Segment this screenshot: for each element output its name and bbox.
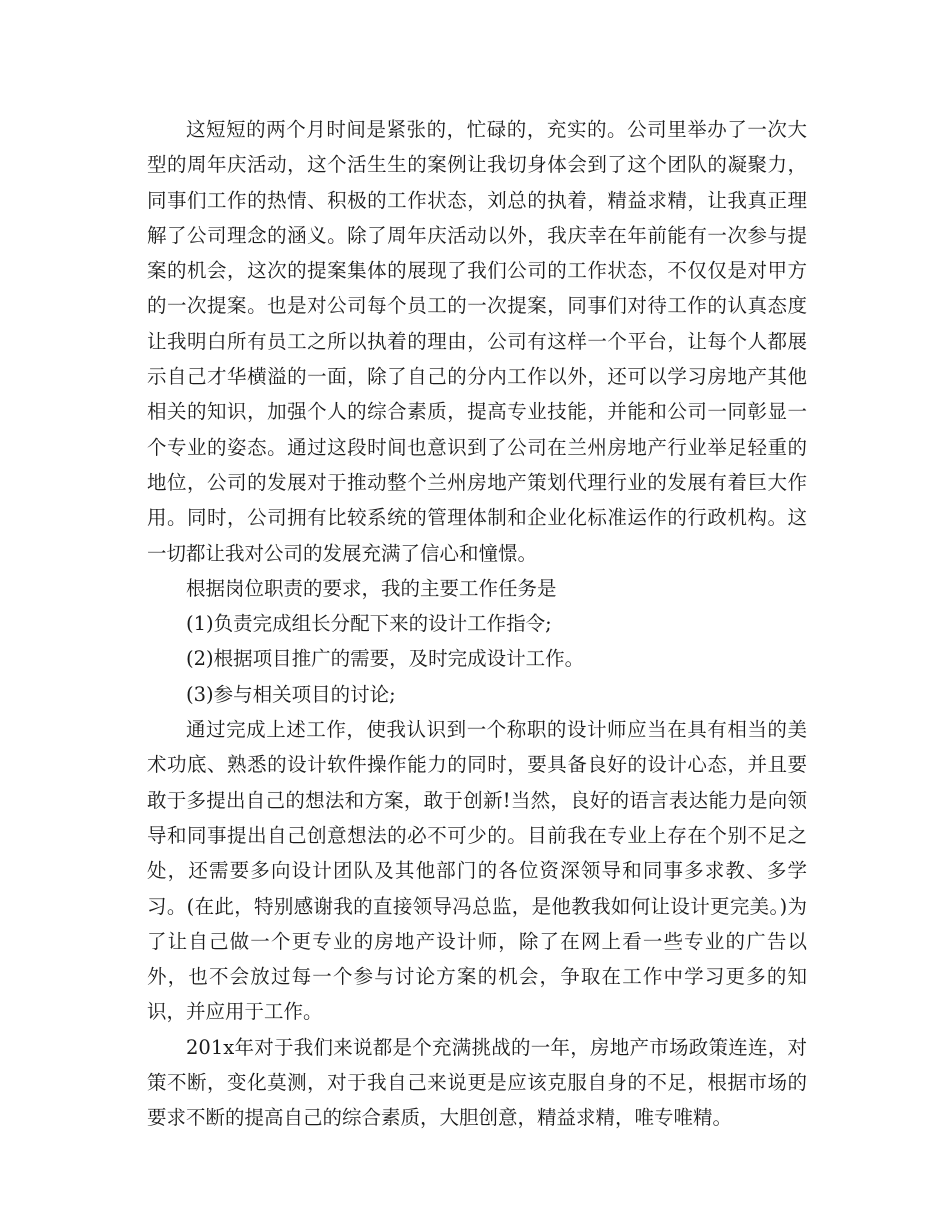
paragraph-outlook: 201x年对于我们来说都是个充满挑战的一年，房地产市场政策连连，对策不断，变化莫测，对于我自己来说更是应该克服自身的不足，根据市场的要求不断的提高自己的综合素质，大胆创意，精益求精，唯专唯精。 xyxy=(147,1035,807,1130)
duty-item-2: (2)根据项目推广的需要，及时完成设计工作。 xyxy=(186,647,585,671)
duty-item-3: (3)参与相关项目的讨论; xyxy=(186,682,396,706)
paragraph-designer-reflection: 通过完成上述工作，使我认识到一个称职的设计师应当在具有相当的美术功底、熟悉的设计软件操作能力的同时，要具备良好的设计心态，并且要敢于多提出自己的想法和方案，敢于创新!当然，良好的语言表达能力是向领导和同事提出自己创意想法的必不可少的。目前我在专业上存在个别不足之处，还需要多向设计团队及其他部门的各位资深领导和同事多求教、多学习。(在此，特别感谢我的直接领导冯总监，是他教我如何让设计更完美。)为了让自己做一个更专业的房地产设计师，除了在网上看一些专业的广告以外，也不会放过每一个参与讨论方案的机会，争取在工作中学习更多的知识，并应用于工作。 xyxy=(147,718,807,1024)
paragraph-duties-intro: 根据岗位职责的要求，我的主要工作任务是 xyxy=(186,576,557,600)
document-body xyxy=(147,112,807,1136)
duty-item-1: (1)负责完成组长分配下来的设计工作指令; xyxy=(186,612,552,636)
paragraph-company-experience: 这短短的两个月时间是紧张的，忙碌的，充实的。公司里举办了一次大型的周年庆活动，这个活生生的案例让我切身体会到了这个团队的凝聚力，同事们工作的热情、积极的工作状态，刘总的执着，精益求精，让我真正理解了公司理念的涵义。除了周年庆活动以外，我庆幸在年前能有一次参与提案的机会，这次的提案集体的展现了我们公司的工作状态，不仅仅是对甲方的一次提案。也是对公司每个员工的一次提案，同事们对待工作的认真态度让我明白所有员工之所以执着的理由，公司有这样一个平台，让每个人都展示自己才华横溢的一面，除了自己的分内工作以外，还可以学习房地产其他相关的知识，加强个人的综合素质，提高专业技能，并能和公司一同彰显一个专业的姿态。通过这段时间也意识到了公司在兰州房地产行业举足轻重的地位，公司的发展对于推动整个兰州房地产策划代理行业的发展有着巨大作用。同时，公司拥有比较系统的管理体制和企业化标准运作的行政机构。这一切都让我对公司的发展充满了信心和憧憬。 xyxy=(147,118,807,565)
